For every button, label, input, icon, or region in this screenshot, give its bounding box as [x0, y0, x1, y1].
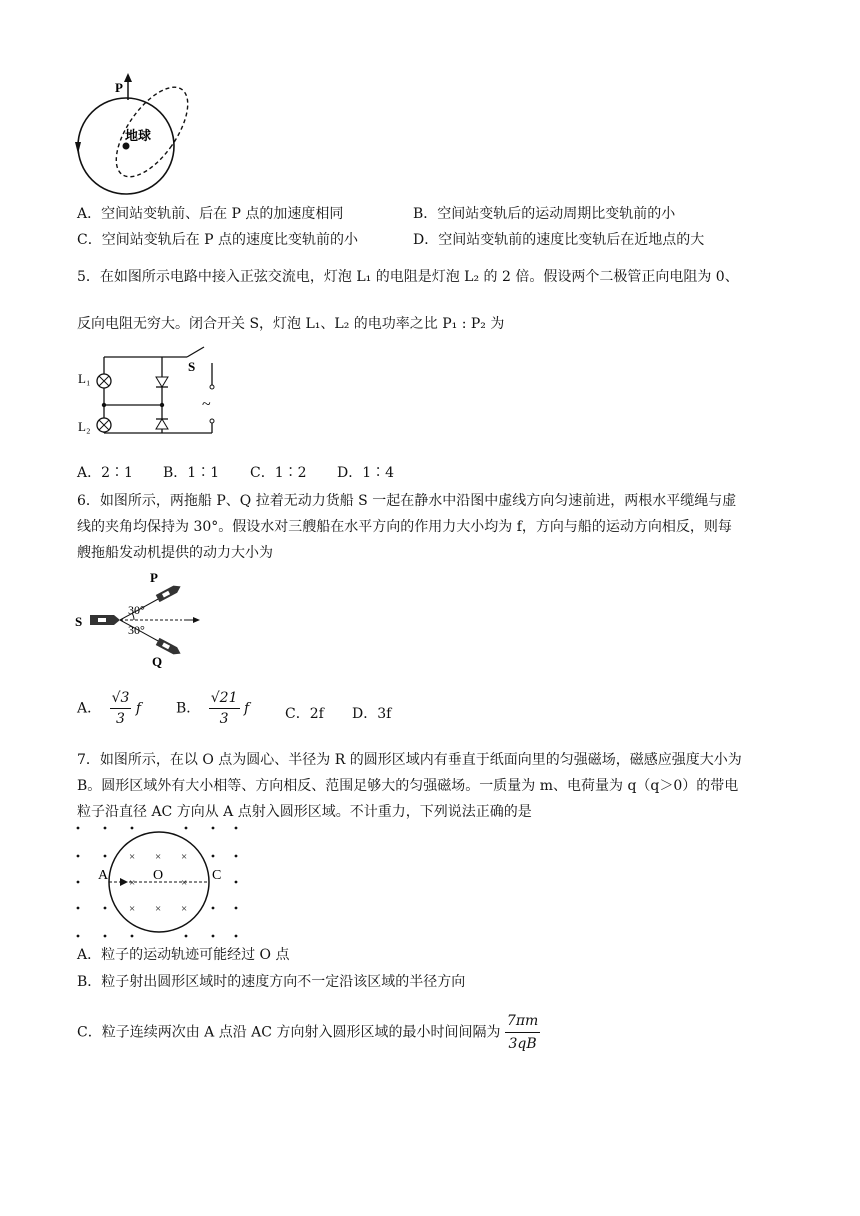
- orbit-diagram: [70, 70, 190, 200]
- point-c-label: C: [212, 868, 222, 883]
- svg-text:×: ×: [155, 903, 162, 915]
- boat-s-label: S: [75, 614, 83, 629]
- q4-option-b[interactable]: B．空间站变轨后的运动周期比变轨前的小: [413, 206, 676, 222]
- q7-option-c[interactable]: [77, 1010, 540, 1055]
- q5-stem-line2: 反向电阻无穷大。闭合开关 S，灯泡 L₁、L₂ 的电功率之比 P₁ : P₂ 为: [77, 316, 505, 332]
- fraction-numerator: 7πm: [505, 1010, 540, 1033]
- earth-label: 地球: [125, 128, 152, 143]
- boat-q-label: Q: [152, 654, 163, 668]
- lamp-l1-label: L₁: [78, 371, 91, 386]
- ac-source-symbol: ~: [202, 396, 211, 413]
- q6-stem-line2: 线的夹角均保持为 30°。假设水对三艘船在水平方向的作用力大小均为 f，方向与船的运动方向相反，则每: [77, 519, 732, 535]
- q6-stem-line1: 6．如图所示，两拖船 P、Q 拉着无动力货船 S 一起在静水中沿图中虚线方向匀速前进，两根水平缆绳与虚: [77, 493, 737, 509]
- fraction-denominator: 3qB: [508, 1036, 537, 1052]
- velocity-arrow-icon: [124, 73, 132, 82]
- q5-option-a[interactable]: A．2∶1: [77, 465, 133, 481]
- boat-p-label: P: [150, 570, 158, 585]
- direction-arrow-icon: [75, 142, 81, 154]
- q6-option-a[interactable]: [77, 688, 141, 729]
- q4-option-c[interactable]: C．空间站变轨后在 P 点的速度比变轨前的小: [77, 232, 359, 248]
- q4-option-d[interactable]: D．空间站变轨前的速度比变轨后在近地点的大: [413, 232, 705, 248]
- fraction-numerator: √21: [209, 688, 240, 709]
- fraction-denominator: 3: [116, 711, 125, 727]
- particle-direction-arrow-icon: [120, 878, 128, 886]
- lamp-l1-icon: [97, 374, 111, 388]
- lamp-l2-icon: [97, 418, 111, 432]
- q7-option-b[interactable]: B．粒子射出圆形区域时的速度方向不一定沿该区域的半径方向: [77, 974, 466, 990]
- diode-lower-icon: [156, 419, 168, 429]
- option-label: B．: [176, 700, 201, 717]
- lamp-l2-label: L₂: [78, 419, 91, 434]
- fraction-denominator: 3: [219, 711, 229, 727]
- option-variable: f: [243, 700, 250, 717]
- svg-text:×: ×: [181, 903, 188, 915]
- tugboat-diagram: [72, 568, 212, 668]
- diode-upper-icon: [156, 377, 168, 387]
- q5-stem-line1: 5．在如图所示电路中接入正弦交流电，灯泡 L₁ 的电阻是灯泡 L₂ 的 2 倍。假设两个二极管正向电阻为 0、: [77, 269, 739, 285]
- svg-text:×: ×: [129, 851, 136, 863]
- fraction-numerator: √3: [110, 688, 132, 709]
- q7-stem-line1: 7．如图所示，在以 O 点为圆心、半径为 R 的圆形区域内有垂直于纸面向里的匀强磁场，磁感应强度大小为: [77, 752, 742, 768]
- svg-text:×: ×: [181, 877, 188, 889]
- motion-arrow-icon: [193, 617, 200, 623]
- q5-option-d[interactable]: D．1∶4: [337, 465, 395, 481]
- q7-stem-line3: 粒子沿直径 AC 方向从 A 点射入圆形区域。不计重力，下列说法正确的是: [77, 804, 532, 820]
- earth-dot: [123, 143, 130, 150]
- option-c-text: C．粒子连续两次由 A 点沿 AC 方向射入圆形区域的最小时间间隔为: [77, 1024, 501, 1041]
- switch-s-label: S: [188, 359, 196, 374]
- q5-option-c[interactable]: C．1∶2: [250, 465, 307, 481]
- svg-text:×: ×: [129, 903, 136, 915]
- q5-option-b[interactable]: B．1∶1: [163, 465, 220, 481]
- point-o-label: O: [153, 868, 164, 883]
- q7-option-a[interactable]: A．粒子的运动轨迹可能经过 O 点: [77, 947, 290, 963]
- q6-option-c[interactable]: C．2f: [285, 706, 324, 722]
- angle-upper-label: 30°: [128, 603, 145, 617]
- angle-lower-label: 30°: [128, 623, 145, 637]
- magnetic-field-diagram: [72, 822, 247, 942]
- q7-stem-line2: B。圆形区域外有大小相等、方向相反、范围足够大的匀强磁场。一质量为 m、电荷量为 q（q＞0）的带电: [77, 778, 739, 794]
- q6-stem-line3: 艘拖船发动机提供的动力大小为: [77, 545, 273, 561]
- option-label: A．: [77, 700, 102, 717]
- q6-option-b[interactable]: [176, 688, 249, 729]
- tugboat-p-icon: [156, 583, 183, 602]
- barge-s-icon: [90, 615, 120, 625]
- circuit-diagram: [72, 345, 232, 445]
- q4-option-a[interactable]: A．空间站变轨前、后在 P 点的加速度相同: [77, 206, 344, 222]
- option-variable: f: [135, 700, 142, 717]
- svg-text:×: ×: [181, 851, 188, 863]
- svg-text:×: ×: [155, 851, 162, 863]
- svg-text:×: ×: [129, 877, 136, 889]
- point-p-label: P: [115, 80, 123, 95]
- field-crosses-inside: [129, 851, 187, 915]
- q6-option-d[interactable]: D．3f: [352, 706, 392, 722]
- point-a-label: A: [98, 868, 109, 883]
